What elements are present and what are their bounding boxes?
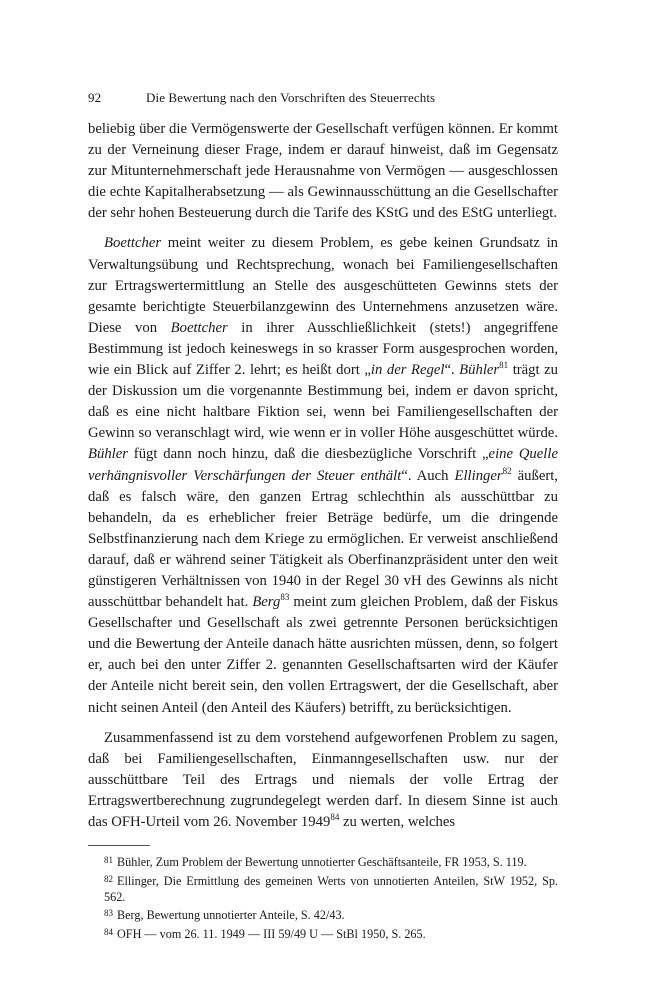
footnotes bbox=[88, 852, 558, 942]
author-name: Boettcher bbox=[170, 319, 228, 336]
author-name: Bühler bbox=[459, 362, 500, 379]
footnote: $^{84}$ OFH — vom 26. 11. 1949 — III 59/49 U — StBl 1950, S. 265. bbox=[104, 926, 426, 941]
footnote-ref-83: 83 bbox=[280, 592, 290, 603]
page-number: 92 bbox=[88, 90, 102, 105]
paragraph-2: Boettcher meint weiter zu diesem Problem, es gebe keinen Grundsatz in Verwaltungsübung und Rechtsprechung, wonach bei Familiengesellschaften zur Ertragswertermittlung an Stelle des ausgeschütteten Gewinns stets der gesamte berichtigte Steuerbilanzgewinn des Unternehmens anzusetzen wäre. Diese von Boettcher in ihrer Ausschließlichkeit (stets!) angegriffene Bestimmung ist jedoch keineswegs in so krasser Form ausgesprochen worden, wie ein Blick auf Ziffer 2. lehrt; es heißt dort „in der Regel“. Bühler$^{81}$ trägt zu der Diskussion um die vorgenannte Bestimmung bei, indem er davon spricht, daß es eine nicht haltbare Fiktion sei, wenn bei Familiengesellschaften der Gewinn so veranschlagt wird, wie wenn er in voller Höhe ausgeschüttet würde. Bühler fügt dann noch hinzu, daß die diesbezügliche Vorschrift „eine Quelle verhängnisvoller Verschärfungen der Steuer enthält“. Auch Ellinger$^{82}$ äußert, daß es falsch wäre, den ganzen Ertrag schlechthin als ausschüttbar zu behandeln, da es erheblicher freier Beträge bedürfe, um die dringende Selbstfinanzierung nach dem Kriege zu ermöglichen. Er verweist anschließend darauf, daß er während seiner Tätigkeit als Oberfinanzpräsident unter den weit günstigeren Verhältnissen von 1940 in der Regel 30 vH des Gewinns als nicht ausschüttbar behandelt hat. Berg$^{83}$ meint zum gleichen Problem, daß der Fiskus Gesellschafter und Gesellschaft als zwei getrennte Personen berücksichtigen und die Bewertung der Anteile danach hätte ausrichten müssen, denn, so folgert er, auch bei den unter Ziffer 2. genannten Gesellschaftsarten wird der Käufer der Anteile nicht bereit sein, den vollen Ertragswert, der die Gesellschaft, aber nicht seinen Anteil (den Anteil des Käufers) betrifft, zu berücksichtigen. bbox=[88, 235, 559, 716]
footnote: $^{83}$ Berg, Bewertung unnotierter Anteile, S. 42/43. bbox=[104, 908, 345, 923]
author-name: Bühler bbox=[88, 446, 128, 463]
paragraph-3: Zusammenfassend ist zu dem vorstehend aufgeworfenen Problem zu sagen, daß bei Familiengesellschaften, Einmanngesellschaften usw. nur der ausschüttbare Teil des Ertrags und niemals der volle Ertrag der Ertragswertberechnung zugrundegelegt werden darf. In diesem Sinne ist auch das OFH-Urteil vom 26. November 1949$^{84}$ zu werten, welches bbox=[88, 729, 558, 830]
book-page bbox=[88, 90, 558, 942]
footnote-divider bbox=[88, 845, 150, 846]
footnote: $^{81}$ Bühler, Zum Problem der Bewertung unnotierter Geschäftsanteile, FR 1953, S. 119. bbox=[104, 855, 527, 870]
footnote-ref-84: 84 bbox=[330, 812, 340, 822]
author-name: Boettcher bbox=[104, 235, 162, 252]
quotation: eine Quelle verhängnisvoller Verschärfungen der Steuer enthält bbox=[88, 446, 558, 484]
footnote: $^{82}$ Ellinger, Die Ermittlung des gemeinen Werts von unnotierten Anteilen, StW 1952, Sp. 562. bbox=[104, 873, 558, 904]
paragraph-1: beliebig über die Vermögenswerte der Gesellschaft verfügen können. Er kommt zu der Verneinung dieser Frage, indem er darauf hinweist, daß im Gegensatz zur Mitunternehmerschaft jede Herausnahme von Vermögen — ausgeschlossen die echte Kapitalherabsetzung — als Gewinnausschüttung an die Gesellschafter der sehr hohen Besteuerung durch die Tarife des KStG und des EStG unterliegt. bbox=[88, 121, 558, 222]
footnote-ref-81: 81 bbox=[499, 360, 509, 371]
running-title: Die Bewertung nach den Vorschriften des Steuerrechts bbox=[146, 90, 436, 105]
author-name: Ellinger bbox=[454, 467, 503, 484]
quotation: in der Regel bbox=[370, 362, 445, 379]
running-header bbox=[88, 90, 558, 106]
author-name: Berg bbox=[252, 594, 281, 611]
footnote-ref-82: 82 bbox=[502, 465, 512, 476]
